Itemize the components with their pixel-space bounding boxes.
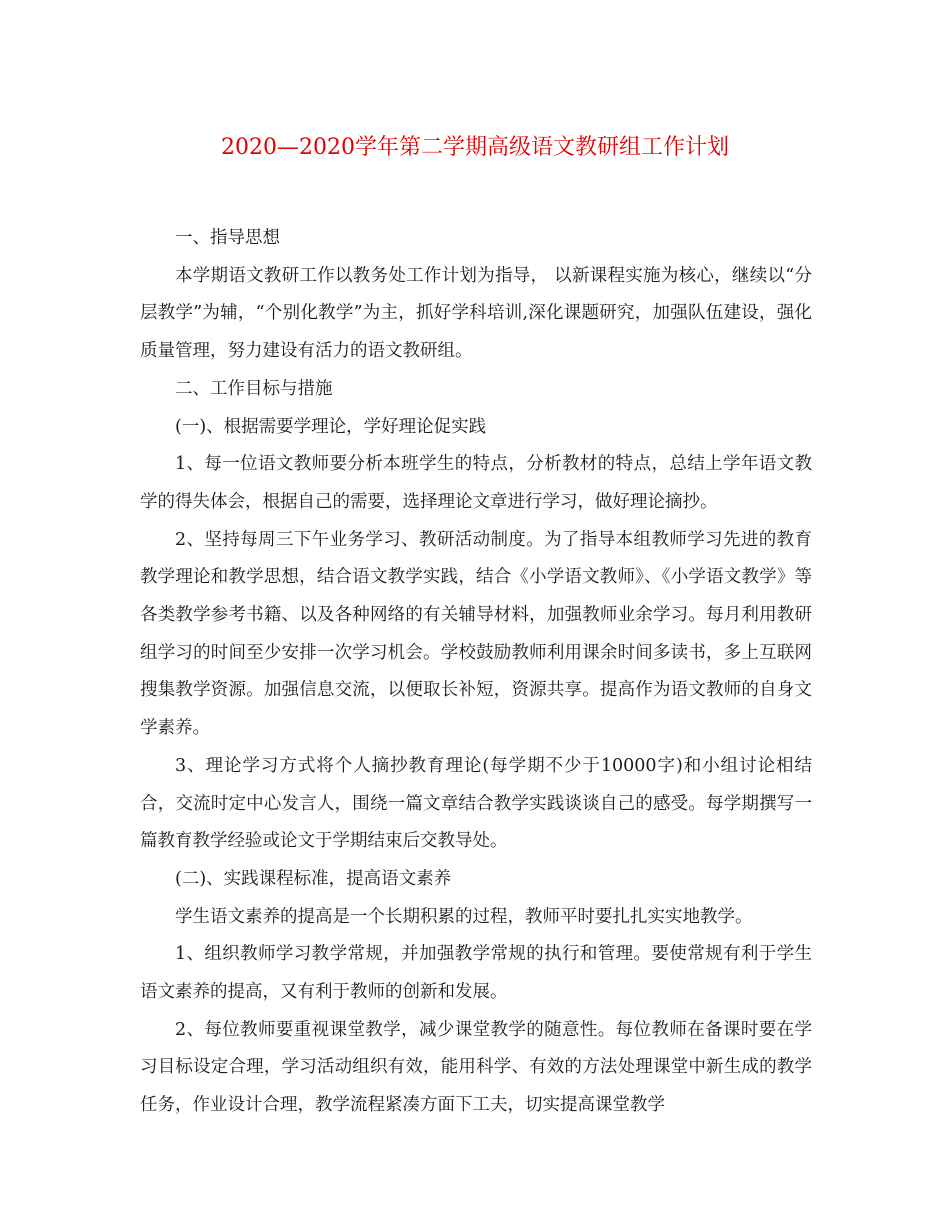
section-heading-guiding-ideology: 一、指导思想 <box>175 228 280 248</box>
document-title: 2020—2020学年第二学期高级语文教研组工作计划 <box>221 135 729 160</box>
paragraph: 1、组织教师学习教学常规，并加强教学常规的执行和管理。要使常规有利于学生语文素养的提高，又有利于教师的创新和发展。 <box>140 944 812 1003</box>
paragraph: 学生语文素养的提高是一个长期积累的过程，教师平时要扎扎实实地教学。 <box>175 906 753 927</box>
subsection-heading-practice: (二)、实践课程标准，提高语文素养 <box>175 868 452 889</box>
section-heading-goals-measures: 二、工作目标与措施 <box>175 378 333 399</box>
paragraph: 1、每一位语文教师要分析本班学生的特点，分析教材的特点，总结上学年语文教学的得失体会，根据自己的需要，选择理论文章进行学习，做好理论摘抄。 <box>140 454 812 512</box>
paragraph: 2、坚持每周三下午业务学习、教研活动制度。为了指导本组教师学习先进的教育教学理论和教学思想，结合语文教学实践，结合《小学语文教师》、《小学语文教学》等各类教学参考书籍、以及各种网络的有关辅导材料，加强教师业余学习。每月利用教研组学习的时间至少安排一次学习机会。学校鼓励教师利用课余时间多读书，多上互联网搜集教学资源。加强信息交流，以便取长补短，资源共享。提高作为语文教师的自身文学素养。 <box>140 529 812 739</box>
subsection-heading-theory: (一)、根据需要学理论，学好理论促实践 <box>175 416 487 437</box>
paragraph: 本学期语文教研工作以教务处工作计划为指导， 以新课程实施为核心，继续以“分层教学”为辅，“个别化教学”为主，抓好学科培训,深化课题研究，加强队伍建设，强化质量管理，努力建设有活力的语文教研组。 <box>140 265 812 362</box>
document-body <box>140 220 812 1125</box>
paragraph: 3、理论学习方式将个人摘抄教育理论(每学期不少于10000字)和小组讨论相结合，交流时定中心发言人，围绕一篇文章结合教学实践谈谈自己的感受。每学期撰写一篇教育教学经验或论文于学期结束后交教导处。 <box>140 755 812 852</box>
paragraph: 2、每位教师要重视课堂教学，减少课堂教学的随意性。每位教师在备课时要在学习目标设定合理，学习活动组织有效，能用科学、有效的方法处理课堂中新生成的教学任务，作业设计合理，教学流程紧凑方面下工夫，切实提高课堂教学 <box>140 1019 812 1116</box>
